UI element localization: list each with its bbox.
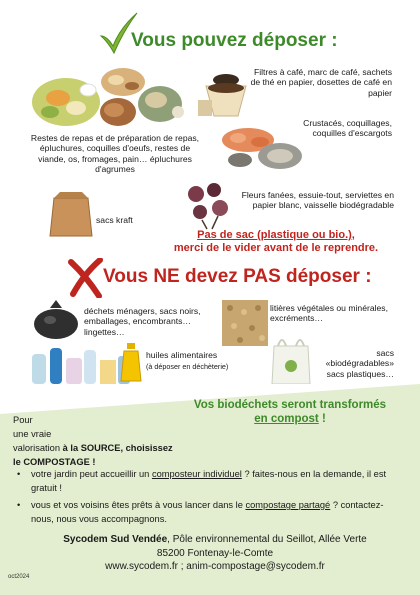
intro-line-4: le COMPOSTAGE ! — [13, 457, 96, 467]
footer-address-line: Sycodem Sud Vendée, Pôle environnemental du Seillot, Allée Verte — [63, 534, 367, 545]
bullet-2: • vous et vos voisins êtes prêts à vous lancer dans le compostage partagé ? contactez-nous, nous vous accompagnons. — [17, 500, 384, 524]
footer-contact: www.sycodem.fr ; anim-compostage@sycodem.fr — [105, 561, 325, 572]
bullet-1: • votre jardin peut accueillir un composteur individuel ? faites-nous en la demande, il est gratuit ! — [17, 469, 387, 493]
flowers-caption: Fleurs fanées, essuie-tout, serviettes en papier blanc, vaisselle biodégradable — [241, 190, 394, 211]
trash-bag-image — [32, 298, 80, 340]
footer-city: 85200 Fontenay-le-Comte — [156, 547, 274, 559]
kraft-caption: sacs kraft — [96, 215, 133, 225]
household-caption: déchets ménagers, sacs noirs, emballages, encombrants… lingettes… — [84, 306, 201, 337]
food-scraps-image — [28, 60, 193, 132]
date-code: oct2024 — [8, 574, 30, 580]
oil-note: (à déposer en déchèterie) — [146, 362, 229, 371]
shellfish-image — [218, 120, 308, 172]
bullet-dot-icon: • — [17, 500, 21, 510]
info-intro — [13, 413, 243, 469]
section-yes-title: Vous pouvez déposer : — [131, 30, 338, 51]
transform-line-1: Vos biodéchets seront transformés — [193, 399, 387, 411]
intro-line-2: une vraie — [13, 429, 52, 439]
bags-caption: sacs «biodégradables» sacs plastiques… — [325, 348, 394, 379]
org-name: Sycodem Sud Vendée — [63, 534, 168, 545]
food-caption: Restes de repas et de préparation de repas, épluchures, coquilles d'oeufs, restes de viande, os, fromages, pain… épluchures d'agrumes — [30, 133, 200, 175]
individual-composter-link: composteur individuel — [151, 469, 242, 479]
intro-line-3: valorisation à la SOURCE, choisissez — [13, 443, 173, 453]
kraft-bag-image — [48, 190, 94, 238]
intro-line-1: Pour — [13, 415, 33, 425]
warning-line-1: Pas de sac (plastique ou bio.), — [197, 229, 355, 241]
cross-icon — [68, 258, 104, 298]
warning-line-2: merci de le vider avant de le reprendre. — [173, 242, 379, 254]
litter-caption: litières végétales ou minérales, excréments… — [270, 303, 388, 324]
shells-caption: Crustacés, coquillages, coquilles d'escargots — [303, 118, 392, 139]
shared-composting-link: compostage partagé — [245, 500, 331, 510]
coffee-caption: Filtres à café, marc de café, sachets de thé en papier, dosettes de café en papier — [250, 67, 392, 98]
oil-caption: huiles alimentaires — [146, 350, 218, 360]
compost-link-text: en compost — [254, 413, 319, 425]
coffee-filters-image — [196, 66, 252, 120]
bullet-dot-icon: • — [17, 469, 21, 479]
section-no-title: Vous NE devez PAS déposer : — [103, 266, 372, 287]
warning-text — [148, 229, 404, 255]
cat-litter-image — [222, 300, 268, 346]
oil-bottle-image — [118, 343, 144, 383]
transform-line-2: en compost ! — [254, 413, 326, 425]
footer — [20, 533, 410, 574]
bottles-image — [28, 340, 132, 386]
